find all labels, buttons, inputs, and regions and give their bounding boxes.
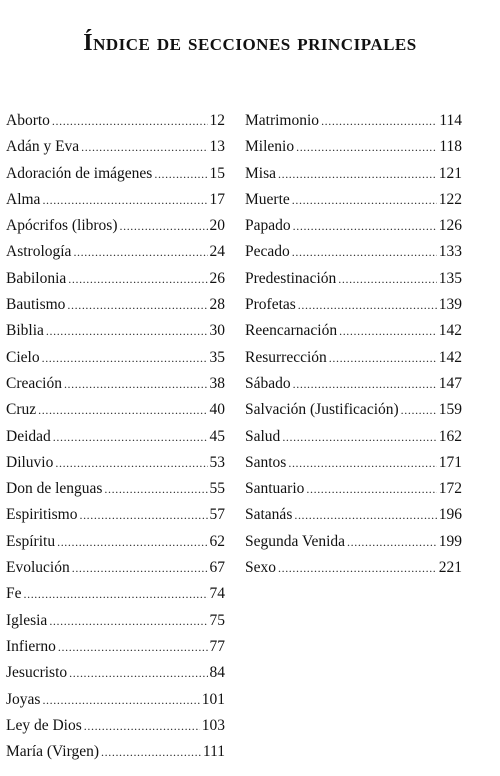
dot-leader <box>53 430 208 445</box>
index-term: Sexo <box>245 559 276 577</box>
index-term: Segunda Venida <box>245 532 346 550</box>
index-term: Deidad <box>6 427 51 445</box>
index-entry <box>245 270 462 296</box>
page-number: 171 <box>438 453 462 471</box>
index-term: Ley de Dios <box>6 716 82 734</box>
dot-leader <box>104 482 207 497</box>
page-number: 40 <box>209 401 225 419</box>
dot-leader <box>42 693 199 708</box>
dot-leader <box>321 114 437 129</box>
index-entry <box>245 165 462 191</box>
index-entry <box>6 533 225 559</box>
page-number: 26 <box>209 269 225 287</box>
index-term: Adoración de imágenes <box>6 164 153 182</box>
index-entry <box>245 243 462 269</box>
page-number: 13 <box>209 138 225 156</box>
index-entry <box>6 401 225 427</box>
index-entry <box>245 217 462 243</box>
page-number: 196 <box>438 506 462 524</box>
index-term: Reencarnación <box>245 322 338 340</box>
dot-leader <box>338 272 436 287</box>
dot-leader <box>84 719 200 734</box>
page-number: 147 <box>438 374 462 392</box>
index-entry <box>245 533 462 559</box>
index-term: Misa <box>245 164 276 182</box>
index-entry <box>245 559 462 585</box>
index-entry <box>6 243 225 269</box>
page-number: 84 <box>209 664 225 682</box>
index-term: Iglesia <box>6 611 48 629</box>
dot-leader <box>298 298 437 313</box>
dot-leader <box>347 535 437 550</box>
index-term: Fe <box>6 585 22 603</box>
page-number: 111 <box>202 743 225 761</box>
index-term: Cruz <box>6 401 37 419</box>
page-number: 142 <box>438 348 462 366</box>
dot-leader <box>278 167 437 182</box>
index-entry <box>6 691 225 717</box>
index-term: Joyas <box>6 690 41 708</box>
page-number: 38 <box>209 374 225 392</box>
page-number: 159 <box>438 401 462 419</box>
index-entry <box>6 612 225 638</box>
index-entry <box>6 217 225 243</box>
index-term: Profetas <box>245 296 296 314</box>
index-entry <box>6 296 225 322</box>
page-number: 172 <box>438 480 462 498</box>
dot-leader <box>79 508 207 523</box>
dot-leader <box>81 140 207 155</box>
dot-leader <box>38 403 207 418</box>
index-entry <box>6 270 225 296</box>
index-term: Santuario <box>245 480 305 498</box>
index-entry <box>245 138 462 164</box>
dot-leader <box>64 377 208 392</box>
dot-leader <box>24 587 208 602</box>
page-number: 199 <box>438 532 462 550</box>
page-number: 30 <box>209 322 225 340</box>
index-entry <box>6 112 225 138</box>
index-term: Evolución <box>6 559 70 577</box>
dot-leader <box>296 140 437 155</box>
page-number: 55 <box>209 480 225 498</box>
dot-leader <box>292 245 437 260</box>
page-number: 17 <box>209 190 225 208</box>
page-number: 77 <box>209 637 225 655</box>
index-entry <box>245 112 462 138</box>
page-number: 118 <box>439 138 462 156</box>
dot-leader <box>120 219 208 234</box>
page-number: 135 <box>438 269 462 287</box>
index-term: Papado <box>245 217 291 235</box>
index-column-right <box>245 112 462 585</box>
index-entry <box>245 454 462 480</box>
page-number: 221 <box>438 559 462 577</box>
dot-leader <box>154 167 207 182</box>
page-number: 133 <box>438 243 462 261</box>
dot-leader <box>282 430 436 445</box>
index-term: Muerte <box>245 190 290 208</box>
index-term: Alma <box>6 190 41 208</box>
index-term: Jesucristo <box>6 664 68 682</box>
page-number: 57 <box>209 506 225 524</box>
dot-leader <box>52 114 208 129</box>
page-number: 139 <box>438 296 462 314</box>
dot-leader <box>293 377 437 392</box>
page-number: 75 <box>209 611 225 629</box>
page-number: 53 <box>209 453 225 471</box>
dot-leader <box>42 351 208 366</box>
dot-leader <box>101 745 201 760</box>
page-number: 114 <box>439 112 462 129</box>
index-entry <box>245 480 462 506</box>
dot-leader <box>293 219 437 234</box>
page-number: 126 <box>438 217 462 235</box>
index-term: Santos <box>245 453 287 471</box>
index-term: Sábado <box>245 374 291 392</box>
index-term: Aborto <box>6 112 50 129</box>
index-entry <box>6 138 225 164</box>
dot-leader <box>72 561 208 576</box>
index-entry <box>245 349 462 375</box>
index-term: Espíritu <box>6 532 56 550</box>
dot-leader <box>288 456 436 471</box>
page-title: Índice de secciones principales <box>83 30 417 56</box>
index-term: Cielo <box>6 348 40 366</box>
index-term: Bautismo <box>6 296 66 314</box>
index-term: Espiritismo <box>6 506 78 524</box>
index-entry <box>245 296 462 322</box>
index-entry <box>6 638 225 664</box>
index-term: Milenio <box>245 138 295 156</box>
index-term: Don de lenguas <box>6 480 103 498</box>
index-entry <box>6 375 225 401</box>
index-entry <box>245 401 462 427</box>
index-entry <box>6 664 225 690</box>
dot-leader <box>58 640 208 655</box>
page-number: 101 <box>201 690 225 708</box>
dot-leader <box>329 351 437 366</box>
index-term: Satanás <box>245 506 293 524</box>
index-entry <box>6 506 225 532</box>
index-entry <box>6 480 225 506</box>
index-entry <box>6 191 225 217</box>
page-number: 142 <box>438 322 462 340</box>
page-number: 35 <box>209 348 225 366</box>
page-number: 67 <box>209 559 225 577</box>
page-number: 12 <box>209 112 225 129</box>
page-number: 74 <box>209 585 225 603</box>
index-column-left <box>6 112 225 769</box>
dot-leader <box>292 193 437 208</box>
page-number: 24 <box>209 243 225 261</box>
dot-leader <box>278 561 437 576</box>
page-number: 62 <box>209 532 225 550</box>
dot-leader <box>55 456 207 471</box>
index-entry <box>245 191 462 217</box>
index-term: Resurrección <box>245 348 327 366</box>
dot-leader <box>49 614 207 629</box>
index-entry <box>6 559 225 585</box>
page-number: 20 <box>209 217 225 235</box>
dot-leader <box>67 298 207 313</box>
index-entry <box>6 585 225 611</box>
dot-leader <box>57 535 207 550</box>
page-number: 122 <box>438 190 462 208</box>
index-term: Diluvio <box>6 453 54 471</box>
index-term: Adán y Eva <box>6 138 80 156</box>
index-entry <box>245 506 462 532</box>
index-entry <box>245 322 462 348</box>
index-entry <box>6 349 225 375</box>
index-term: Salud <box>245 427 281 445</box>
index-entry <box>245 375 462 401</box>
page-number: 28 <box>209 296 225 314</box>
page-number: 45 <box>209 427 225 445</box>
index-entry <box>6 717 225 743</box>
index-term: Infierno <box>6 637 56 655</box>
index-entry <box>245 428 462 454</box>
index-entry <box>6 454 225 480</box>
index-entry <box>6 428 225 454</box>
index-term: Babilonia <box>6 269 67 287</box>
index-entry <box>6 165 225 191</box>
index-term: Predestinación <box>245 269 337 287</box>
dot-leader <box>306 482 436 497</box>
page-number: 15 <box>209 164 225 182</box>
index-term: Astrología <box>6 243 72 261</box>
index-term: Matrimonio <box>245 112 320 129</box>
dot-leader <box>73 245 207 260</box>
index-entry <box>6 322 225 348</box>
index-term: Biblia <box>6 322 44 340</box>
dot-leader <box>42 193 207 208</box>
page-number: 121 <box>438 164 462 182</box>
dot-leader <box>69 666 207 681</box>
dot-leader <box>339 324 437 339</box>
page-number: 103 <box>201 716 225 734</box>
index-entry <box>6 743 225 769</box>
dot-leader <box>401 403 437 418</box>
index-term: Creación <box>6 374 62 392</box>
index-term: María (Virgen) <box>6 743 100 761</box>
dot-leader <box>46 324 208 339</box>
index-term: Pecado <box>245 243 290 261</box>
page-number: 162 <box>438 427 462 445</box>
index-term: Apócrifos (libros) <box>6 217 118 235</box>
dot-leader <box>68 272 207 287</box>
index-term: Salvación (Justificación) <box>245 401 399 419</box>
dot-leader <box>294 508 436 523</box>
